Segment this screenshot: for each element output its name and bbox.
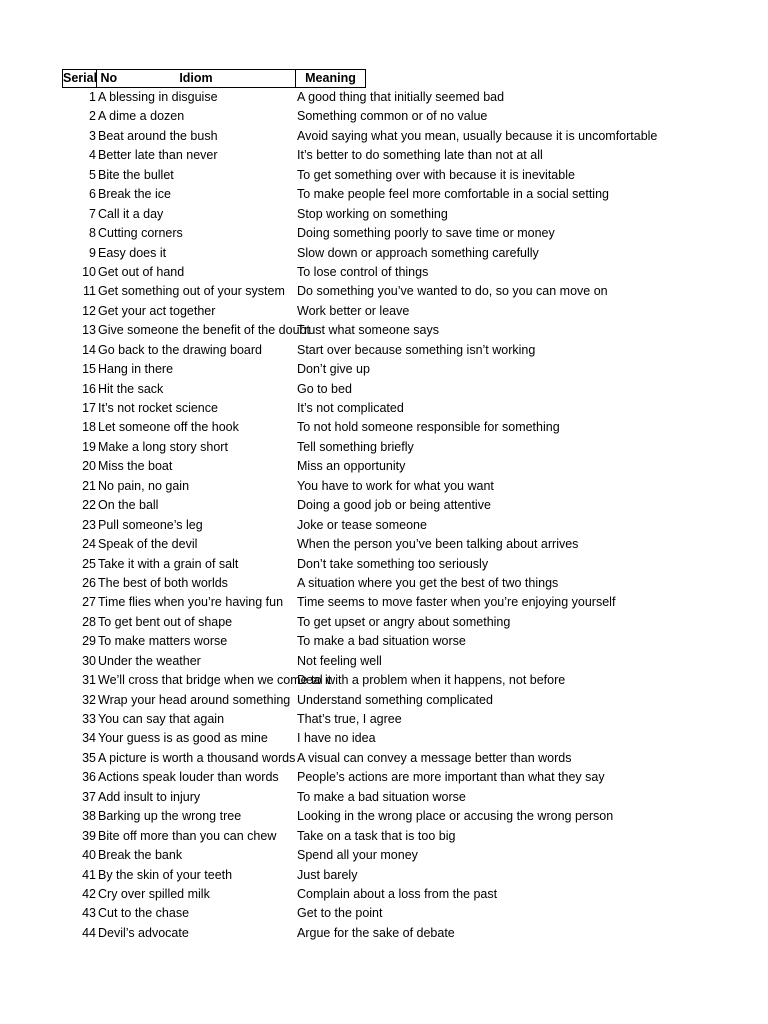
idiom-cell[interactable]: Miss the boat: [98, 459, 173, 474]
header-meaning[interactable]: Meaning: [295, 69, 366, 88]
table-row: [0, 866, 768, 885]
table-row: [0, 613, 768, 632]
meaning-cell[interactable]: People’s actions are more important than what they say: [297, 770, 605, 785]
table-row: [0, 807, 768, 826]
table-row: [0, 360, 768, 379]
idiom-cell[interactable]: It’s not rocket science: [98, 401, 218, 415]
idiom-cell[interactable]: Hang in there: [98, 362, 174, 377]
meaning-cell[interactable]: To get something over with because it is inevitable: [297, 167, 575, 182]
meaning-cell[interactable]: That’s true, I agree: [297, 712, 402, 726]
idiom-cell[interactable]: To get bent out of shape: [98, 614, 233, 629]
table-row: [0, 399, 768, 418]
idiom-cell[interactable]: Let someone off the hook: [98, 420, 239, 435]
table-row: [0, 671, 768, 690]
idiom-cell[interactable]: Call it a day: [98, 206, 164, 221]
meaning-cell[interactable]: Understand something complicated: [297, 692, 493, 707]
serial-number-cell[interactable]: 40: [82, 848, 96, 863]
table-row: [0, 244, 768, 263]
idiom-cell[interactable]: Actions speak louder than words: [98, 770, 279, 785]
serial-number-cell[interactable]: 15: [82, 362, 96, 377]
serial-number-cell[interactable]: 10: [82, 264, 96, 279]
idiom-cell[interactable]: Cutting corners: [98, 226, 183, 241]
idiom-cell[interactable]: Under the weather: [98, 653, 201, 668]
serial-number-cell[interactable]: 21: [82, 478, 96, 493]
meaning-cell[interactable]: Time seems to move faster when you’re enjoying yourself: [297, 595, 616, 610]
idiom-cell[interactable]: Better late than never: [98, 148, 218, 163]
idiom-cell[interactable]: To make matters worse: [98, 634, 228, 649]
table-row: [0, 127, 768, 146]
idiom-cell[interactable]: Get out of hand: [98, 264, 185, 279]
serial-number-cell[interactable]: 23: [82, 517, 96, 532]
idiom-cell[interactable]: By the skin of your teeth: [98, 867, 233, 882]
idiom-cell[interactable]: Cry over spilled milk: [98, 886, 210, 901]
serial-number-cell[interactable]: 37: [82, 789, 96, 804]
serial-number-cell[interactable]: 12: [82, 303, 96, 318]
meaning-cell[interactable]: A visual can convey a message better than words: [297, 750, 572, 765]
table-row: [0, 496, 768, 515]
meaning-cell[interactable]: Avoid saying what you mean, usually because it is uncomfortable: [297, 128, 658, 143]
table-row: [0, 652, 768, 671]
idiom-cell[interactable]: Speak of the devil: [98, 537, 198, 552]
meaning-cell[interactable]: When the person you’ve been talking about arrives: [297, 537, 579, 552]
table-row: [0, 321, 768, 340]
serial-number-cell[interactable]: 5: [89, 167, 96, 182]
meaning-cell[interactable]: Stop working on something: [297, 206, 448, 221]
serial-number-cell[interactable]: 42: [82, 886, 96, 901]
table-row: [0, 88, 768, 107]
idiom-cell[interactable]: Take it with a grain of salt: [98, 556, 239, 571]
idiom-cell[interactable]: Add insult to injury: [98, 789, 201, 804]
serial-number-cell[interactable]: 27: [82, 595, 96, 610]
serial-number-cell[interactable]: 36: [82, 770, 96, 785]
meaning-cell[interactable]: Don’t take something too seriously: [297, 556, 489, 571]
idiom-cell[interactable]: Make a long story short: [98, 439, 228, 454]
meaning-cell[interactable]: Miss an opportunity: [297, 459, 406, 474]
idiom-cell[interactable]: Break the ice: [98, 187, 171, 202]
meaning-cell[interactable]: To make a bad situation worse: [297, 789, 466, 804]
meaning-cell[interactable]: To lose control of things: [297, 264, 429, 279]
serial-number-cell[interactable]: 34: [82, 731, 96, 746]
idiom-table-body: [0, 88, 768, 943]
idiom-cell[interactable]: Go back to the drawing board: [98, 342, 262, 357]
meaning-cell[interactable]: Deal with a problem when it happens, not before: [297, 673, 566, 688]
idiom-cell[interactable]: Pull someone’s leg: [98, 517, 203, 532]
serial-number-cell[interactable]: 43: [82, 906, 96, 921]
table-row: [0, 904, 768, 923]
table-row: [0, 574, 768, 593]
table-row: [0, 107, 768, 126]
serial-number-cell[interactable]: 28: [82, 614, 96, 629]
serial-number-cell[interactable]: 32: [82, 692, 96, 707]
meaning-cell[interactable]: Argue for the sake of debate: [297, 925, 455, 940]
serial-number-cell[interactable]: 2: [89, 109, 96, 124]
idiom-cell[interactable]: Barking up the wrong tree: [98, 809, 242, 824]
idiom-cell[interactable]: A dime a dozen: [98, 109, 185, 124]
idiom-cell[interactable]: Give someone the benefit of the doubt: [98, 323, 310, 338]
meaning-cell[interactable]: You have to work for what you want: [297, 478, 494, 493]
table-row: [0, 282, 768, 301]
table-row: [0, 749, 768, 768]
table-row: [0, 516, 768, 535]
meaning-cell[interactable]: Start over because something isn’t working: [297, 342, 536, 357]
idiom-cell[interactable]: Get something out of your system: [98, 284, 285, 299]
idiom-cell[interactable]: Easy does it: [98, 245, 167, 260]
serial-number-cell[interactable]: 19: [82, 439, 96, 454]
meaning-cell[interactable]: Trust what someone says: [297, 323, 439, 338]
idiom-cell[interactable]: Cut to the chase: [98, 906, 190, 921]
table-row: [0, 535, 768, 554]
table-row: [0, 555, 768, 574]
meaning-cell[interactable]: Spend all your money: [297, 848, 418, 863]
idiom-cell[interactable]: Break the bank: [98, 848, 183, 863]
meaning-cell[interactable]: Don’t give up: [297, 362, 370, 377]
meaning-cell[interactable]: To make a bad situation worse: [297, 634, 466, 649]
meaning-cell[interactable]: Doing a good job or being attentive: [297, 498, 491, 513]
serial-number-cell[interactable]: 20: [82, 459, 96, 474]
serial-number-cell[interactable]: 3: [89, 128, 96, 143]
meaning-cell[interactable]: Get to the point: [297, 906, 383, 921]
idiom-cell[interactable]: Your guess is as good as mine: [98, 731, 268, 746]
meaning-cell[interactable]: It’s not complicated: [297, 401, 404, 415]
meaning-cell[interactable]: Something common or of no value: [297, 109, 488, 124]
meaning-cell[interactable]: Go to bed: [297, 381, 352, 396]
serial-number-cell[interactable]: 1: [89, 90, 96, 104]
idiom-cell[interactable]: No pain, no gain: [98, 478, 190, 493]
table-row: [0, 691, 768, 710]
serial-number-cell[interactable]: 11: [83, 284, 96, 299]
serial-number-cell[interactable]: 16: [82, 381, 96, 396]
meaning-cell[interactable]: It’s better to do something late than not at all: [297, 148, 543, 163]
serial-number-cell[interactable]: 22: [82, 498, 96, 513]
serial-number-cell[interactable]: 17: [82, 401, 96, 415]
serial-number-cell[interactable]: 7: [89, 206, 96, 221]
idiom-cell[interactable]: Time flies when you’re having fun: [98, 595, 284, 610]
serial-number-cell[interactable]: 31: [82, 673, 96, 688]
meaning-cell[interactable]: To make people feel more comfortable in a social setting: [297, 187, 609, 202]
table-row: [0, 380, 768, 399]
meaning-cell[interactable]: Complain about a loss from the past: [297, 886, 498, 901]
table-row: [0, 341, 768, 360]
serial-number-cell[interactable]: 33: [82, 712, 96, 726]
table-row: [0, 593, 768, 612]
meaning-cell[interactable]: A good thing that initially seemed bad: [297, 90, 505, 104]
table-row: [0, 477, 768, 496]
serial-number-cell[interactable]: 14: [82, 342, 96, 357]
serial-number-cell[interactable]: 29: [82, 634, 96, 649]
idiom-cell[interactable]: A picture is worth a thousand words: [98, 750, 296, 765]
idiom-cell[interactable]: On the ball: [98, 498, 159, 513]
meaning-cell[interactable]: Not feeling well: [297, 653, 382, 668]
table-row: [0, 924, 768, 943]
table-row: [0, 205, 768, 224]
serial-number-cell[interactable]: 25: [82, 556, 96, 571]
serial-number-cell[interactable]: 18: [82, 420, 96, 435]
meaning-cell[interactable]: Joke or tease someone: [297, 517, 427, 532]
meaning-cell[interactable]: Tell something briefly: [297, 439, 414, 454]
serial-number-cell[interactable]: 38: [82, 809, 96, 824]
serial-number-cell[interactable]: 35: [82, 750, 96, 765]
meaning-cell[interactable]: To not hold someone responsible for something: [297, 420, 560, 435]
serial-number-cell[interactable]: 41: [82, 867, 96, 882]
table-row: [0, 457, 768, 476]
serial-number-cell[interactable]: 6: [89, 187, 96, 202]
table-row: [0, 827, 768, 846]
serial-number-cell[interactable]: 13: [82, 323, 96, 338]
table-row: [0, 263, 768, 282]
table-row: [0, 788, 768, 807]
table-row: [0, 185, 768, 204]
header-serial-no[interactable]: Serial No: [62, 69, 97, 88]
idiom-cell[interactable]: We’ll cross that bridge when we come to it: [98, 673, 332, 688]
table-row: [0, 418, 768, 437]
meaning-cell[interactable]: Slow down or approach something carefully: [297, 245, 539, 260]
idiom-cell[interactable]: Bite the bullet: [98, 167, 174, 182]
idiom-cell[interactable]: A blessing in disguise: [98, 90, 218, 104]
serial-number-cell[interactable]: 4: [89, 148, 96, 163]
meaning-cell[interactable]: Do something you’ve wanted to do, so you can move on: [297, 284, 608, 299]
meaning-cell[interactable]: Doing something poorly to save time or money: [297, 226, 555, 241]
table-row: [0, 768, 768, 787]
meaning-cell[interactable]: Looking in the wrong place or accusing the wrong person: [297, 809, 614, 824]
meaning-cell[interactable]: To get upset or angry about something: [297, 614, 511, 629]
idiom-cell[interactable]: Beat around the bush: [98, 128, 218, 143]
meaning-cell[interactable]: I have no idea: [297, 731, 376, 746]
idiom-cell[interactable]: Get your act together: [98, 303, 216, 318]
idiom-cell[interactable]: Hit the sack: [98, 381, 164, 396]
table-row: [0, 729, 768, 748]
serial-number-cell[interactable]: 8: [89, 226, 96, 241]
serial-number-cell[interactable]: 26: [82, 575, 96, 590]
serial-number-cell[interactable]: 30: [82, 653, 96, 668]
table-row: [0, 846, 768, 865]
meaning-cell[interactable]: Just barely: [297, 867, 358, 882]
idiom-cell[interactable]: Wrap your head around something: [98, 692, 291, 707]
serial-number-cell[interactable]: 9: [89, 245, 96, 260]
serial-number-cell[interactable]: 39: [82, 828, 96, 843]
idiom-cell[interactable]: You can say that again: [98, 712, 225, 726]
table-row: [0, 302, 768, 321]
table-row: [0, 885, 768, 904]
table-row: [0, 632, 768, 651]
table-row: [0, 166, 768, 185]
meaning-cell[interactable]: Work better or leave: [297, 303, 410, 318]
table-row: [0, 146, 768, 165]
serial-number-cell[interactable]: 24: [82, 537, 96, 552]
serial-number-cell[interactable]: 44: [82, 925, 96, 940]
meaning-cell[interactable]: A situation where you get the best of two things: [297, 575, 559, 590]
idiom-cell[interactable]: The best of both worlds: [98, 575, 228, 590]
table-row: [0, 710, 768, 729]
idiom-cell[interactable]: Devil’s advocate: [98, 925, 189, 940]
idiom-cell[interactable]: Bite off more than you can chew: [98, 828, 277, 843]
header-idiom[interactable]: Idiom: [96, 69, 296, 88]
table-row: [0, 224, 768, 243]
table-row: [0, 438, 768, 457]
meaning-cell[interactable]: Take on a task that is too big: [297, 828, 456, 843]
